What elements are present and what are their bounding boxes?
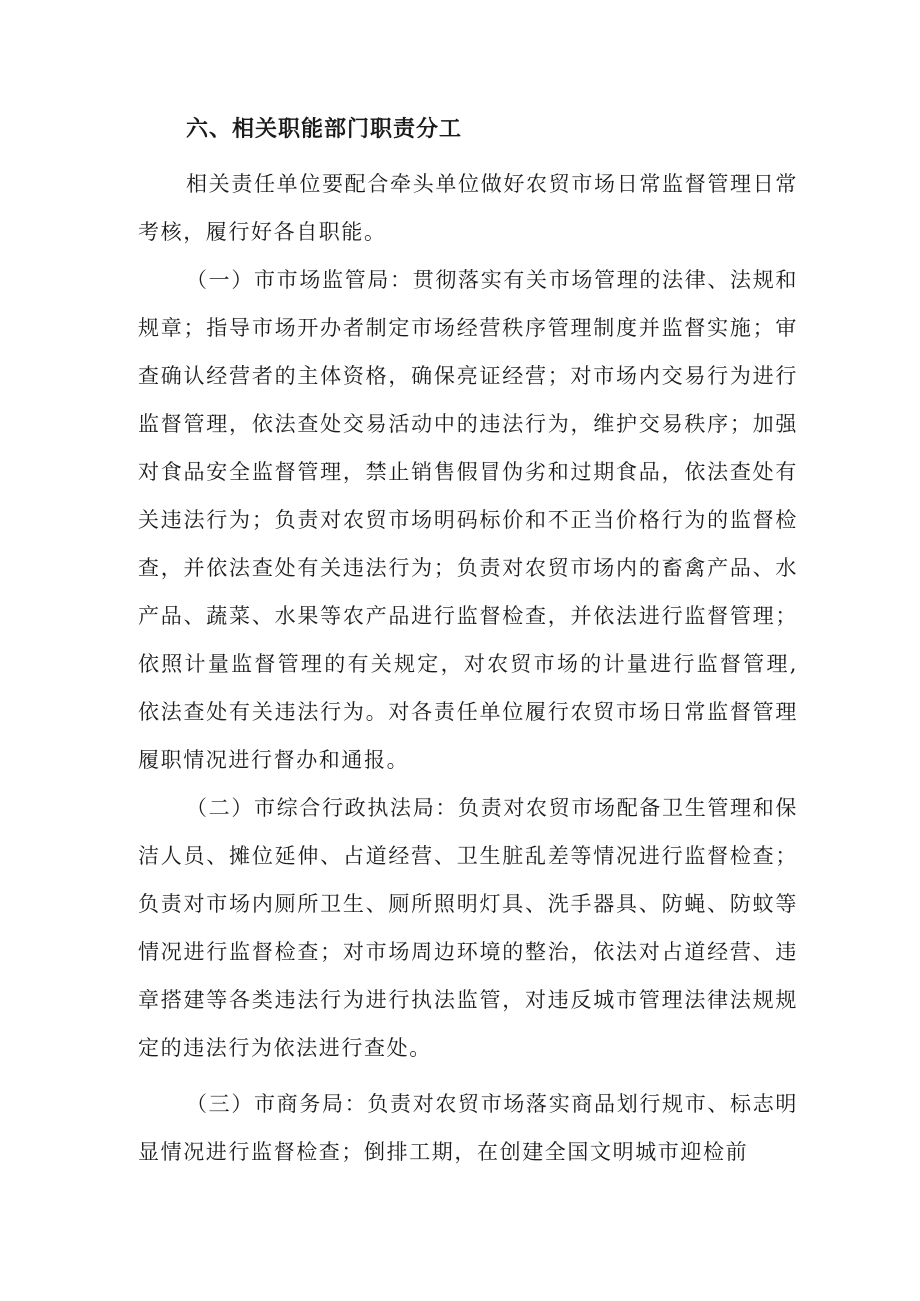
section-heading: 六、相关职能部门职责分工 (186, 117, 463, 142)
intro-paragraph: 相关责任单位要配合牵头单位做好农贸市场日常监督管理日常考核，履行好各自职能。 (138, 172, 798, 244)
paragraph-commerce-bureau: （三）市商务局：负责对农贸市场落实商品划行规市、标志明显情况进行监督检查；倒排工期，在创建全国文明城市迎检前 (138, 1092, 798, 1164)
paragraph-law-enforcement: （二）市综合行政执法局：负责对农贸市场配备卫生管理和保洁人员、摊位延伸、占道经营、卫生脏乱差等情况进行监督检查；负责对市场内厕所卫生、厕所照明灯具、洗手器具、防蝇、防蚊等情况进行监督检查；对市场周边环境的整治，依法对占道经营、违章搭建等各类违法行为进行执法监管，对违反城市管理法律法规规定的违法行为依法进行查处。 (138, 796, 798, 1060)
paragraph-market-supervision: （一）市市场监管局：贯彻落实有关市场管理的法律、法规和规章；指导市场开办者制定市场经营秩序管理制度并监督实施；审查确认经营者的主体资格，确保亮证经营；对市场内交易行为进行监督管理，依法查处交易活动中的违法行为，维护交易秩序；加强对食品安全监督管理，禁止销售假冒伪劣和过期食品，依法查处有关违法行为；负责对农贸市场明码标价和不正当价格行为的监督检查，并依法查处有关违法行为；负责对农贸市场内的畜禽产品、水产品、蔬菜、水果等农产品进行监督检查，并依法进行监督管理；依照计量监督管理的有关规定，对农贸市场的计量进行监督管理,依法查处有关违法行为。对各责任单位履行农贸市场日常监督管理履职情况进行督办和通报。 (138, 268, 798, 772)
